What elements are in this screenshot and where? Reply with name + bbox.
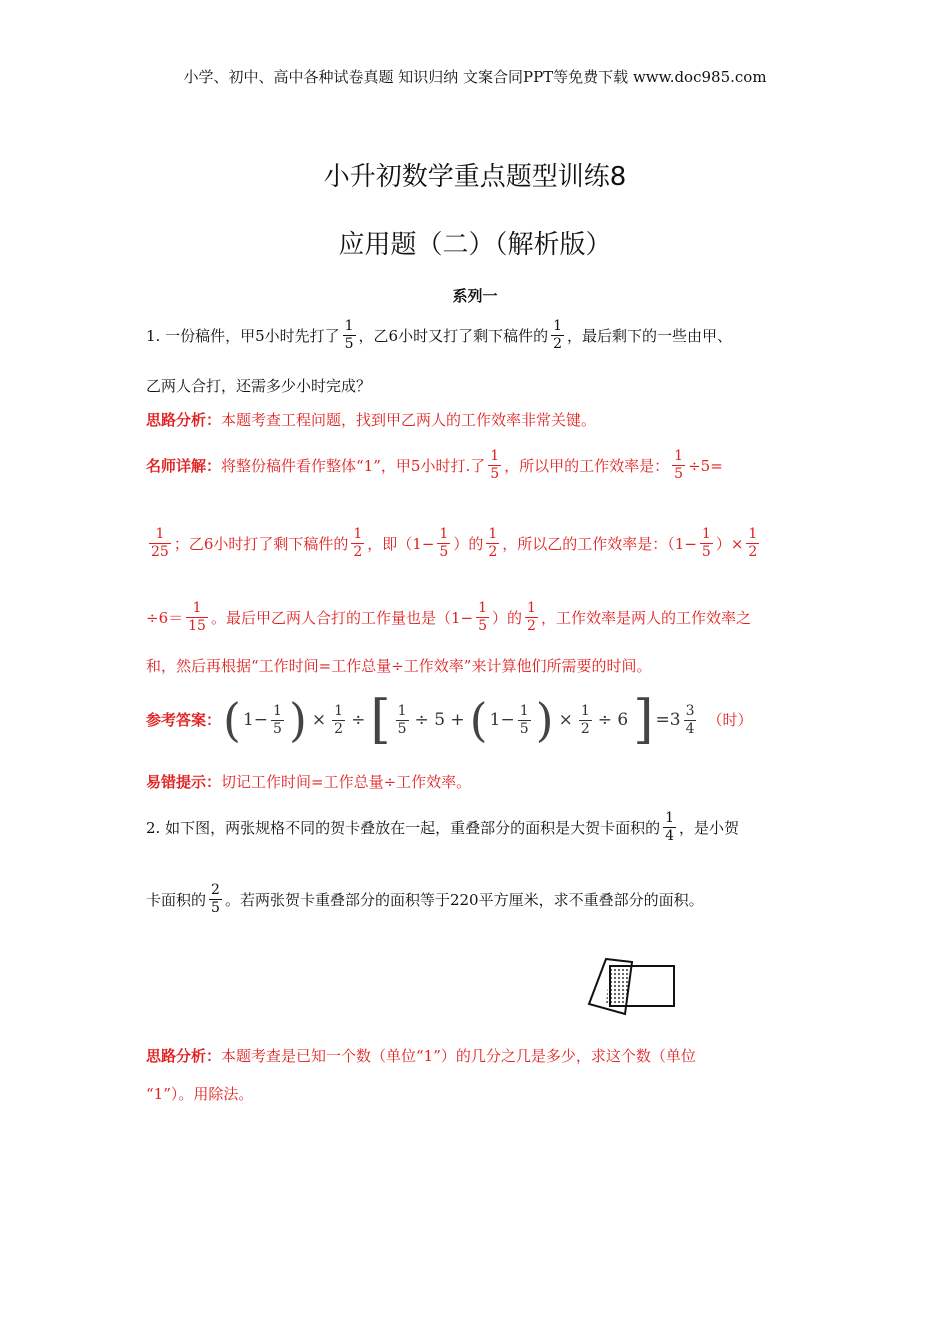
analysis-text: 本题考查是已知一个数（单位“1”）的几分之几是多少，求这个数（单位 (221, 1047, 696, 1065)
q2-text: 。若两张贺卡重叠部分的面积等于220平方厘米，求不重叠部分的面积。 (224, 890, 704, 909)
q1-line1 (146, 318, 732, 353)
q2-analysis-line2: “1”）。用除法。 (146, 1085, 254, 1103)
analysis-label: 思路分析： (146, 1047, 222, 1065)
explain-text: ）× (715, 534, 744, 553)
doc-title: 小升初数学重点题型训练8 (323, 162, 627, 192)
q2-analysis-line1 (146, 1046, 696, 1066)
explain-text: ，工作效率是两人的工作效率之 (540, 608, 751, 627)
tip-label: 易错提示： (146, 773, 222, 791)
fraction: $\frac{1}{2}$ (488, 526, 498, 560)
q1-explain-line2 (146, 526, 762, 561)
fraction: $\frac{1}{2}$ (353, 526, 363, 560)
fraction: $\frac{1}{2}$ (553, 318, 563, 352)
fraction: $\frac{1}{5}$ (478, 600, 487, 634)
analysis-label: 思路分析： (146, 411, 222, 429)
fraction: $\frac{1}{25}$ (151, 526, 169, 560)
series-heading: 系列一 (452, 287, 498, 305)
fraction: $\frac{2}{5}$ (211, 882, 220, 916)
doc-subtitle: 应用题（二）（解析版） (338, 230, 612, 260)
analysis-text: 本题考查工程问题，找到甲乙两人的工作效率非常关键。 (221, 411, 597, 429)
explain-text: ，所以甲的工作效率是： (504, 456, 670, 475)
explain-text: ÷6＝ (146, 608, 184, 627)
explain-text: 将整份稿件看作整体“1”，甲5小时打.了 (221, 456, 486, 475)
q2-text: 卡面积的 (146, 890, 207, 909)
fraction: $\frac{1}{5}$ (701, 526, 711, 560)
q1-text: ，最后剩下的一些由甲、 (567, 326, 733, 345)
q1-tip (146, 772, 471, 792)
explain-label: 名师详解： (146, 456, 222, 475)
explain-text: 。最后甲乙两人合打的工作量也是（1− (210, 608, 474, 627)
answer-unit: （时） (707, 711, 753, 729)
fraction: $\frac{1}{5}$ (344, 318, 354, 352)
tip-text: 切记工作时间=工作总量÷工作效率。 (221, 773, 472, 791)
fraction: $\frac{1}{15}$ (188, 600, 206, 634)
q1-text: ，乙6小时又打了剩下稿件的 (358, 326, 549, 345)
fraction: $\frac{1}{5}$ (674, 448, 684, 482)
fraction: $\frac{1}{4}$ (665, 810, 675, 844)
q1-explain-line4: 和，然后再根据“工作时间=工作总量÷工作效率”来计算他们所需要的时间。 (146, 657, 652, 675)
q1-analysis (146, 410, 596, 430)
q1-answer (146, 690, 753, 750)
q2-line2 (146, 882, 704, 917)
q1-explain-line1 (146, 448, 723, 483)
overlapping-cards-figure (585, 952, 685, 1016)
q2-text: 2. 如下图，两张规格不同的贺卡叠放在一起，重叠部分的面积是大贺卡面积的 (146, 818, 661, 837)
answer-formula: ( 1− $\frac{1}{5}$ ) × $\frac{1}{2}$ ÷ [ $\frac{1}{5}$ ÷ 5 + ( 1− $\frac{1}{5}$ ) × $\frac{1}{2}$ ÷ 6 ] =3 $\frac{3}{4}$ (223, 690, 695, 750)
page-header: 小学、初中、高中各种试卷真题 知识归纳 文案合同PPT等免费下载 www.doc985.com (183, 68, 767, 86)
explain-text: ，所以乙的工作效率是：（1− (502, 534, 697, 553)
q2-text: ，是小贺 (679, 818, 740, 837)
explain-text: ÷5= (688, 456, 723, 475)
fraction: $\frac{1}{2}$ (748, 526, 758, 560)
fraction: $\frac{1}{2}$ (527, 600, 536, 634)
explain-text: ）的 (453, 534, 484, 553)
fraction: $\frac{1}{5}$ (490, 448, 500, 482)
explain-text: ；乙6小时打了剩下稿件的 (173, 534, 349, 553)
q1-line2: 乙两人合打，还需多少小时完成？ (146, 377, 372, 395)
fraction: $\frac{1}{5}$ (439, 526, 449, 560)
q2-line1 (146, 810, 739, 845)
answer-label: 参考答案： (146, 711, 222, 729)
q1-text: 1. 一份稿件，甲5小时先打了 (146, 326, 340, 345)
explain-text: ，即（1− (367, 534, 435, 553)
q1-explain-line3 (146, 600, 751, 635)
explain-text: ）的 (492, 608, 523, 627)
